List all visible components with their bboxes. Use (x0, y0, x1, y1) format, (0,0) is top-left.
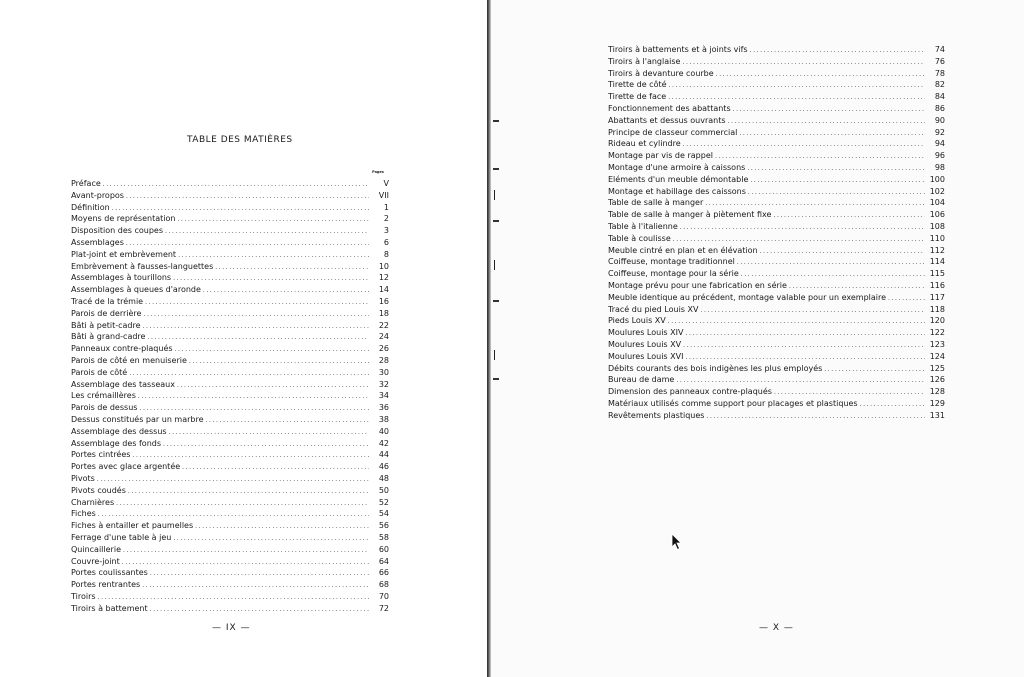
toc-entry-page: 70 (378, 591, 389, 601)
toc-entry-label: Les crémaillères (71, 391, 136, 401)
toc-leader-dots (116, 498, 369, 510)
right-page (491, 0, 1024, 677)
toc-entry-page: 58 (378, 532, 389, 542)
toc-entry (608, 245, 945, 257)
toc-entry-label: Montage prévu pour une fabrication en série (608, 280, 787, 290)
mouse-pointer-icon (671, 533, 683, 551)
toc-entry (71, 343, 389, 355)
toc-entry-page: 84 (934, 92, 945, 102)
toc-entry-label: Ferrage d'une table à jeu (71, 532, 172, 542)
toc-entry (71, 497, 389, 509)
toc-entry-label: Coiffeuse, montage traditionnel (608, 257, 735, 267)
toc-entry (608, 256, 945, 268)
toc-entry-label: Tracé du pied Louis XV (608, 304, 699, 314)
toc-entry (71, 485, 389, 497)
toc-entry-label: Avant-propos (71, 190, 124, 200)
toc-leader-dots (733, 104, 925, 116)
edge-mark (493, 120, 499, 122)
toc-entry-page: 122 (929, 328, 945, 338)
toc-entry-label: Dessus constitués par un marbre (71, 414, 204, 424)
toc-entry-label: Tracé de la trémie (71, 296, 144, 306)
toc-entry (71, 532, 389, 544)
toc-entry-page: 56 (378, 521, 389, 531)
toc-list-left (71, 178, 389, 614)
page-edge-marks (493, 120, 503, 400)
toc-entry-page: 54 (378, 509, 389, 519)
toc-entry-page: 52 (378, 497, 389, 507)
toc-entry-page: 14 (378, 285, 389, 295)
toc-entry-page: 8 (383, 249, 389, 259)
toc-entry-page: 46 (378, 462, 389, 472)
toc-entry-page: 126 (929, 375, 945, 385)
toc-entry-page: V (383, 179, 389, 188)
toc-leader-dots (669, 80, 925, 92)
edge-mark (494, 260, 495, 270)
toc-entry (608, 327, 945, 339)
toc-leader-dots (143, 321, 369, 333)
toc-entry (608, 186, 945, 198)
toc-entry (608, 174, 945, 186)
toc-entry-label: Quincaillerie (71, 544, 121, 554)
toc-entry (71, 461, 389, 473)
toc-entry-label: Tiroirs à battement (71, 603, 148, 613)
toc-entry-page: 12 (378, 273, 389, 283)
toc-entry (608, 410, 945, 422)
edge-mark (493, 378, 499, 380)
toc-entry (71, 190, 389, 202)
toc-entry-label: Revêtements plastiques (608, 410, 705, 420)
toc-entry (71, 261, 389, 273)
toc-entry-label: Table à l'italienne (608, 221, 678, 231)
toc-entry-page: 94 (934, 139, 945, 149)
toc-entry-label: Bâti à petit-cadre (71, 320, 141, 330)
toc-entry-label: Fiches à entailler et paumelles (71, 521, 194, 531)
toc-entry (71, 556, 389, 568)
toc-entry-page: 6 (383, 237, 389, 247)
toc-entry (608, 209, 945, 221)
toc-entry (71, 520, 389, 532)
folio-right: — X — (759, 623, 794, 633)
toc-entry-label: Meuble cintré en plan et en élévation (608, 245, 758, 255)
toc-leader-dots (683, 139, 925, 151)
toc-leader-dots (177, 214, 369, 226)
toc-entry-page: 28 (378, 355, 389, 365)
toc-entry-page: 115 (929, 269, 945, 279)
toc-leader-dots (122, 557, 369, 569)
toc-entry-label: Montage et habillage des caissons (608, 186, 746, 196)
toc-entry (608, 374, 945, 386)
toc-entry-label: Pivots coudés (71, 485, 126, 495)
toc-entry-page: 112 (929, 245, 945, 255)
toc-entry-page: 86 (934, 103, 945, 113)
toc-leader-dots (215, 262, 369, 274)
toc-leader-dots (173, 273, 369, 285)
toc-entry-page: 117 (929, 292, 945, 302)
toc-entry-page: 102 (929, 186, 945, 196)
toc-entry (71, 473, 389, 485)
toc-leader-dots (680, 222, 925, 234)
toc-entry-label: Assemblage des fonds (71, 438, 162, 448)
toc-entry (71, 308, 389, 320)
toc-entry (71, 272, 389, 284)
toc-entry-page: 60 (378, 544, 389, 554)
toc-entry-page: 2 (383, 214, 389, 224)
toc-leader-dots (97, 474, 369, 486)
toc-entry-page: 34 (378, 391, 389, 401)
toc-entry-page: 82 (934, 80, 945, 90)
toc-entry-label: Table de salle à manger à piètement fixe (608, 210, 772, 220)
toc-entry (608, 280, 945, 292)
toc-entry (71, 579, 389, 591)
toc-entry (608, 197, 945, 209)
toc-entry-label: Assemblages (71, 237, 124, 247)
toc-leader-dots (685, 328, 925, 340)
toc-entry (71, 414, 389, 426)
edge-mark (493, 220, 499, 222)
toc-entry-label: Pivots (71, 473, 95, 483)
toc-leader-dots (683, 340, 925, 352)
toc-entry-label: Tiroirs à l'anglaise (608, 56, 681, 66)
toc-entry-page: 129 (929, 398, 945, 408)
toc-entry-label: Portes avec glace argentée (71, 462, 181, 472)
toc-entry-label: Assemblage des dessus (71, 426, 167, 436)
toc-entry-label: Moyens de représentation (71, 214, 176, 224)
toc-entry-page: 120 (929, 316, 945, 326)
toc-entry-page: 78 (934, 68, 945, 78)
toc-leader-dots (123, 545, 369, 557)
toc-entry-label: Matériaux utilisés comme support pour placages et plastiques (608, 398, 858, 408)
toc-leader-dots (138, 391, 369, 403)
toc-entry-page: 30 (378, 367, 389, 377)
toc-entry-page: 114 (929, 257, 945, 267)
toc-entry-page: 92 (934, 127, 945, 137)
toc-leader-dots (739, 128, 925, 140)
toc-entry-page: 128 (929, 387, 945, 397)
toc-entry (608, 221, 945, 233)
toc-entry-label: Parois de côté (71, 367, 128, 377)
toc-entry (608, 339, 945, 351)
toc-entry-label: Tirette de face (608, 92, 667, 102)
toc-entry-page: 125 (929, 363, 945, 373)
toc-entry (71, 249, 389, 261)
toc-entry-page: 40 (378, 426, 389, 436)
toc-entry (71, 202, 389, 214)
toc-leader-dots (182, 462, 369, 474)
toc-leader-dots (126, 191, 369, 203)
toc-entry-label: Abattants et dessus ouvrants (608, 115, 726, 125)
toc-entry-page: 50 (378, 485, 389, 495)
toc-entry-page: 68 (378, 580, 389, 590)
toc-leader-dots (103, 179, 369, 191)
toc-leader-dots (128, 486, 369, 498)
toc-entry-page: 98 (934, 162, 945, 172)
toc-leader-dots (203, 285, 369, 297)
toc-entry-page: 38 (378, 414, 389, 424)
toc-leader-dots (206, 415, 369, 427)
toc-entry-page: 104 (929, 198, 945, 208)
toc-entry-label: Montage par vis de rappel (608, 151, 713, 161)
toc-entry-page: 24 (378, 332, 389, 342)
toc-entry (608, 91, 945, 103)
toc-entry-page: 110 (929, 233, 945, 243)
toc-entry-label: Bâti à grand-cadre (71, 332, 146, 342)
toc-leader-dots (824, 364, 925, 376)
toc-entry-page: 118 (929, 304, 945, 314)
toc-leader-dots (860, 399, 925, 411)
toc-entry (608, 68, 945, 80)
toc-entry (71, 438, 389, 450)
toc-entry-label: Disposition des coupes (71, 226, 164, 236)
toc-entry-label: Parois de dessus (71, 403, 138, 413)
edge-mark (494, 190, 495, 200)
toc-leader-dots (737, 257, 925, 269)
toc-entry (71, 449, 389, 461)
toc-entry-label: Moulures Louis XVI (608, 351, 684, 361)
edge-mark (493, 168, 499, 170)
toc-entry (71, 225, 389, 237)
toc-entry-page: 131 (929, 410, 945, 420)
toc-entry (608, 115, 945, 127)
toc-entry-page: 10 (378, 261, 389, 271)
toc-entry-label: Pieds Louis XV (608, 316, 666, 326)
toc-leader-dots (175, 344, 369, 356)
toc-entry (608, 56, 945, 68)
toc-leader-dots (747, 163, 925, 175)
toc-entry (71, 402, 389, 414)
toc-entry (71, 355, 389, 367)
toc-entry-page: 72 (378, 603, 389, 613)
toc-entry-page: 90 (934, 115, 945, 125)
toc-entry-label: Eléments d'un meuble démontable (608, 174, 749, 184)
toc-entry-label: Assemblage des tasseaux (71, 379, 175, 389)
toc-entry-label: Panneaux contre-plaqués (71, 344, 173, 354)
toc-title: TABLE DES MATIÈRES (187, 135, 293, 145)
toc-entry (71, 390, 389, 402)
toc-entry (608, 44, 945, 56)
toc-leader-dots (760, 246, 925, 258)
toc-entry-label: Fiches (71, 509, 96, 519)
toc-entry (608, 162, 945, 174)
toc-entry (608, 79, 945, 91)
edge-mark (494, 350, 495, 360)
toc-entry-page: 124 (929, 351, 945, 361)
toc-entry (71, 379, 389, 391)
toc-leader-dots (715, 151, 925, 163)
toc-leader-dots (150, 568, 369, 580)
toc-entry-label: Préface (71, 179, 101, 188)
toc-entry-label: Couvre-joint (71, 556, 120, 566)
toc-entry-page: 42 (378, 438, 389, 448)
toc-entry-label: Portes rentrantes (71, 580, 141, 590)
toc-leader-dots (177, 380, 369, 392)
edge-mark (493, 300, 499, 302)
toc-entry-label: Rideau et cylindre (608, 139, 681, 149)
toc-entry-page: 64 (378, 556, 389, 566)
toc-entry-label: Portes coulissantes (71, 568, 148, 578)
toc-entry-page: 106 (929, 210, 945, 220)
toc-entry-page: 44 (378, 450, 389, 460)
toc-leader-dots (147, 332, 369, 344)
toc-entry-label: Assemblages à queues d'aronde (71, 285, 201, 295)
toc-entry-page: 1 (383, 202, 389, 212)
toc-entry-label: Tirette de côté (608, 80, 667, 90)
toc-leader-dots (169, 427, 369, 439)
toc-entry-label: Table de salle à manger (608, 198, 704, 208)
toc-entry-page: 116 (929, 280, 945, 290)
toc-leader-dots (173, 533, 369, 545)
toc-entry (608, 351, 945, 363)
toc-entry (71, 320, 389, 332)
toc-leader-dots (145, 297, 369, 309)
toc-entry (608, 233, 945, 245)
toc-leader-dots (195, 521, 369, 533)
toc-entry (71, 426, 389, 438)
toc-entry-label: Plat-joint et embrèvement (71, 249, 177, 259)
toc-entry-label: Coiffeuse, montage pour la série (608, 269, 739, 279)
toc-entry (71, 296, 389, 308)
toc-entry (608, 398, 945, 410)
toc-leader-dots (728, 116, 925, 128)
toc-entry (71, 237, 389, 249)
toc-list-right (608, 44, 945, 422)
toc-entry-label: Charnières (71, 497, 115, 507)
toc-entry-label: Parois de côté en menuiserie (71, 355, 187, 365)
toc-entry (608, 150, 945, 162)
toc-entry-label: Moulures Louis XV (608, 339, 682, 349)
toc-leader-dots (682, 57, 925, 69)
toc-leader-dots (716, 69, 925, 81)
toc-entry-label: Assemblages à tourillons (71, 273, 172, 283)
toc-entry-label: Montage d'une armoire à caissons (608, 162, 746, 172)
toc-entry-page: 48 (378, 473, 389, 483)
toc-entry-label: Dimension des panneaux contre-plaqués (608, 387, 772, 397)
toc-entry (608, 386, 945, 398)
folio-left: — IX — (212, 623, 251, 633)
toc-entry-page: 3 (383, 226, 389, 236)
toc-entry (71, 367, 389, 379)
toc-entry-label: Tiroirs (71, 591, 96, 601)
toc-entry-page: 26 (378, 344, 389, 354)
toc-leader-dots (150, 604, 369, 616)
pages-column-label: Pages (372, 170, 384, 174)
toc-entry (71, 567, 389, 579)
toc-entry-label: Portes cintrées (71, 450, 131, 460)
toc-entry-label: Définition (71, 202, 110, 212)
left-page (0, 0, 488, 677)
toc-entry (71, 284, 389, 296)
toc-entry (608, 268, 945, 280)
toc-entry (71, 508, 389, 520)
toc-entry (608, 304, 945, 316)
toc-entry-page: 123 (929, 339, 945, 349)
toc-entry (608, 292, 945, 304)
toc-entry-page: 66 (378, 568, 389, 578)
toc-leader-dots (163, 439, 369, 451)
toc-leader-dots (189, 356, 369, 368)
toc-leader-dots (750, 45, 925, 57)
toc-entry-page: 22 (378, 320, 389, 330)
toc-entry-page: 76 (934, 56, 945, 66)
toc-entry (608, 103, 945, 115)
toc-entry (71, 331, 389, 343)
toc-entry (71, 544, 389, 556)
toc-entry-label: Table à coulisse (608, 233, 671, 243)
toc-entry (608, 315, 945, 327)
toc-entry-page: 18 (378, 308, 389, 318)
toc-entry-label: Tiroirs à battements et à joints vifs (608, 45, 748, 54)
toc-entry-page: VII (378, 190, 389, 200)
toc-entry-page: 74 (934, 45, 945, 54)
toc-leader-dots (668, 316, 925, 328)
toc-entry (608, 127, 945, 139)
toc-leader-dots (700, 305, 925, 317)
toc-leader-dots (706, 411, 925, 423)
toc-entry-page: 16 (378, 296, 389, 306)
toc-entry-label: Moulures Louis XIV (608, 328, 684, 338)
toc-entry (71, 213, 389, 225)
toc-leader-dots (773, 210, 925, 222)
toc-entry-label: Parois de derrière (71, 308, 142, 318)
toc-entry-page: 36 (378, 403, 389, 413)
toc-leader-dots (748, 187, 925, 199)
toc-entry-label: Bureau de dame (608, 375, 675, 385)
toc-entry (71, 178, 389, 190)
toc-leader-dots (750, 175, 925, 187)
toc-entry (608, 138, 945, 150)
toc-entry-label: Tiroirs à devanture courbe (608, 68, 714, 78)
toc-entry (71, 603, 389, 615)
toc-entry-label: Fonctionnement des abattants (608, 103, 731, 113)
toc-leader-dots (143, 309, 369, 321)
toc-entry (608, 363, 945, 375)
toc-entry-label: Principe de classeur commercial (608, 127, 738, 137)
toc-leader-dots (888, 293, 925, 305)
toc-entry-label: Débits courants des bois indigènes les plus employés (608, 363, 823, 373)
toc-entry-page: 96 (934, 151, 945, 161)
toc-entry-page: 108 (929, 221, 945, 231)
toc-entry-page: 32 (378, 379, 389, 389)
toc-entry-label: Meuble identique au précédent, montage valable pour un exemplaire (608, 292, 887, 302)
toc-entry-page: 100 (929, 174, 945, 184)
toc-entry-label: Embrèvement à fausses-languettes (71, 261, 214, 271)
toc-leader-dots (142, 580, 369, 592)
toc-entry (71, 591, 389, 603)
toc-leader-dots (165, 226, 369, 238)
